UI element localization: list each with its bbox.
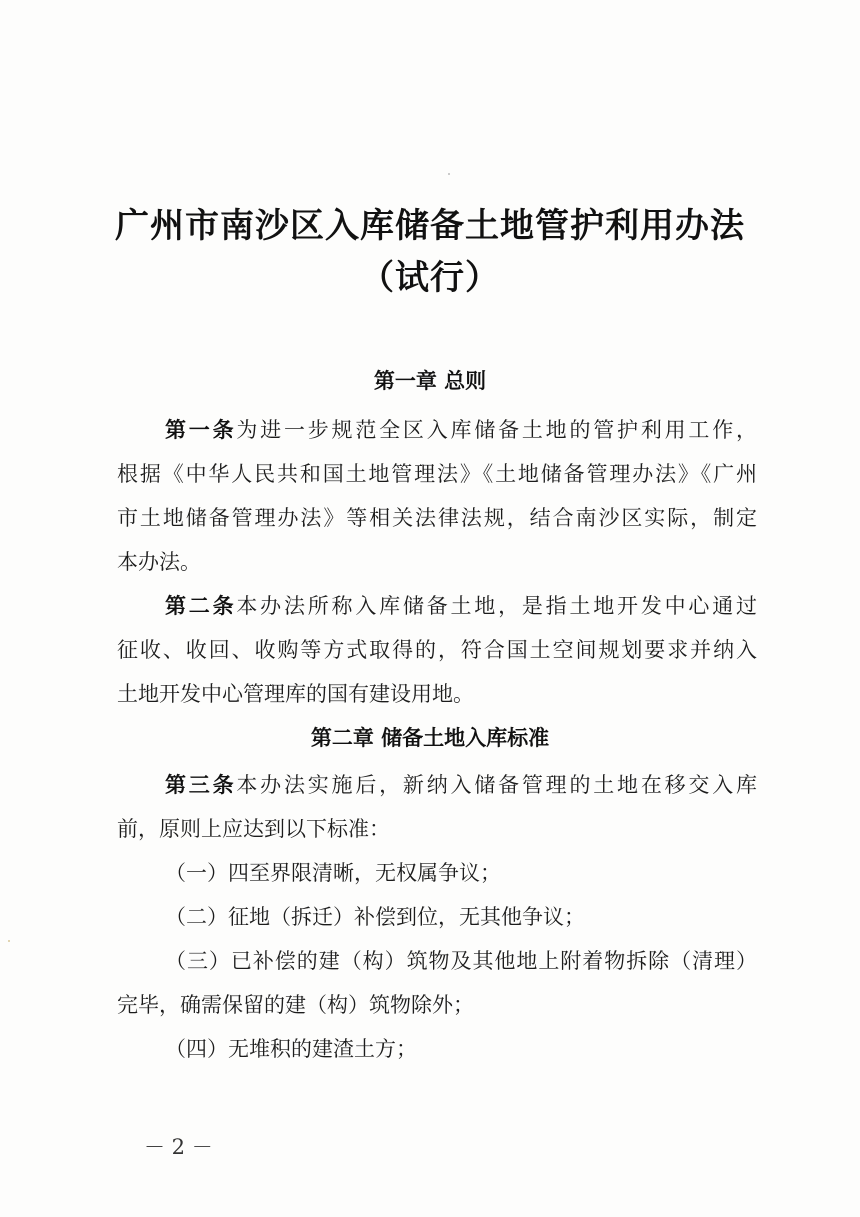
article-1-line-1: [165, 414, 757, 444]
article-1-text: 为进一步规范全区入库储备土地的管护利用工作，: [236, 418, 757, 442]
document-subtitle: （试行）: [360, 258, 500, 298]
article-2-line-3: 土地开发中心管理库的国有建设用地。: [117, 682, 474, 706]
article-3-label: 第三条: [165, 773, 237, 797]
article-3-item-3-line-2: 完毕，确需保留的建（构）筑物除外；: [117, 993, 474, 1017]
page-number: － 2 －: [144, 1135, 213, 1159]
article-2-line-1: [165, 590, 757, 620]
chapter-1-heading: 第一章 总则: [373, 369, 487, 393]
article-2-text: 本办法所称入库储备土地，是指土地开发中心通过: [236, 594, 757, 618]
scan-speck: [8, 940, 10, 942]
article-2-label: 第二条: [165, 594, 237, 618]
scan-speck: [448, 173, 450, 175]
document-title: 广州市南沙区入库储备土地管护利用办法: [115, 206, 745, 246]
article-3-text: 本办法实施后，新纳入储备管理的土地在移交入库: [236, 773, 757, 797]
article-1-line-4: 本办法。: [117, 550, 201, 574]
chapter-2-heading: 第二章 储备土地入库标准: [310, 726, 550, 750]
article-1-label: 第一条: [165, 418, 237, 442]
article-3-item-1: （一）四至界限清晰，无权属争议；: [165, 861, 501, 885]
article-3-line-2: 前，原则上应达到以下标准：: [117, 817, 390, 841]
article-1-line-2: 根据《中华人民共和国土地管理法》《土地储备管理办法》《广州: [117, 462, 757, 486]
article-3-item-2: （二）征地（拆迁）补偿到位，无其他争议；: [165, 905, 585, 929]
article-3-item-3-line-1: （三）已补偿的建（构）筑物及其他地上附着物拆除（清理）: [165, 949, 757, 973]
article-3-item-4: （四）无堆积的建渣土方；: [165, 1037, 417, 1061]
article-1-line-3: 市土地储备管理办法》等相关法律法规，结合南沙区实际，制定: [117, 506, 757, 530]
article-2-line-2: 征收、收回、收购等方式取得的，符合国土空间规划要求并纳入: [117, 638, 757, 662]
article-3-line-1: [165, 769, 757, 799]
